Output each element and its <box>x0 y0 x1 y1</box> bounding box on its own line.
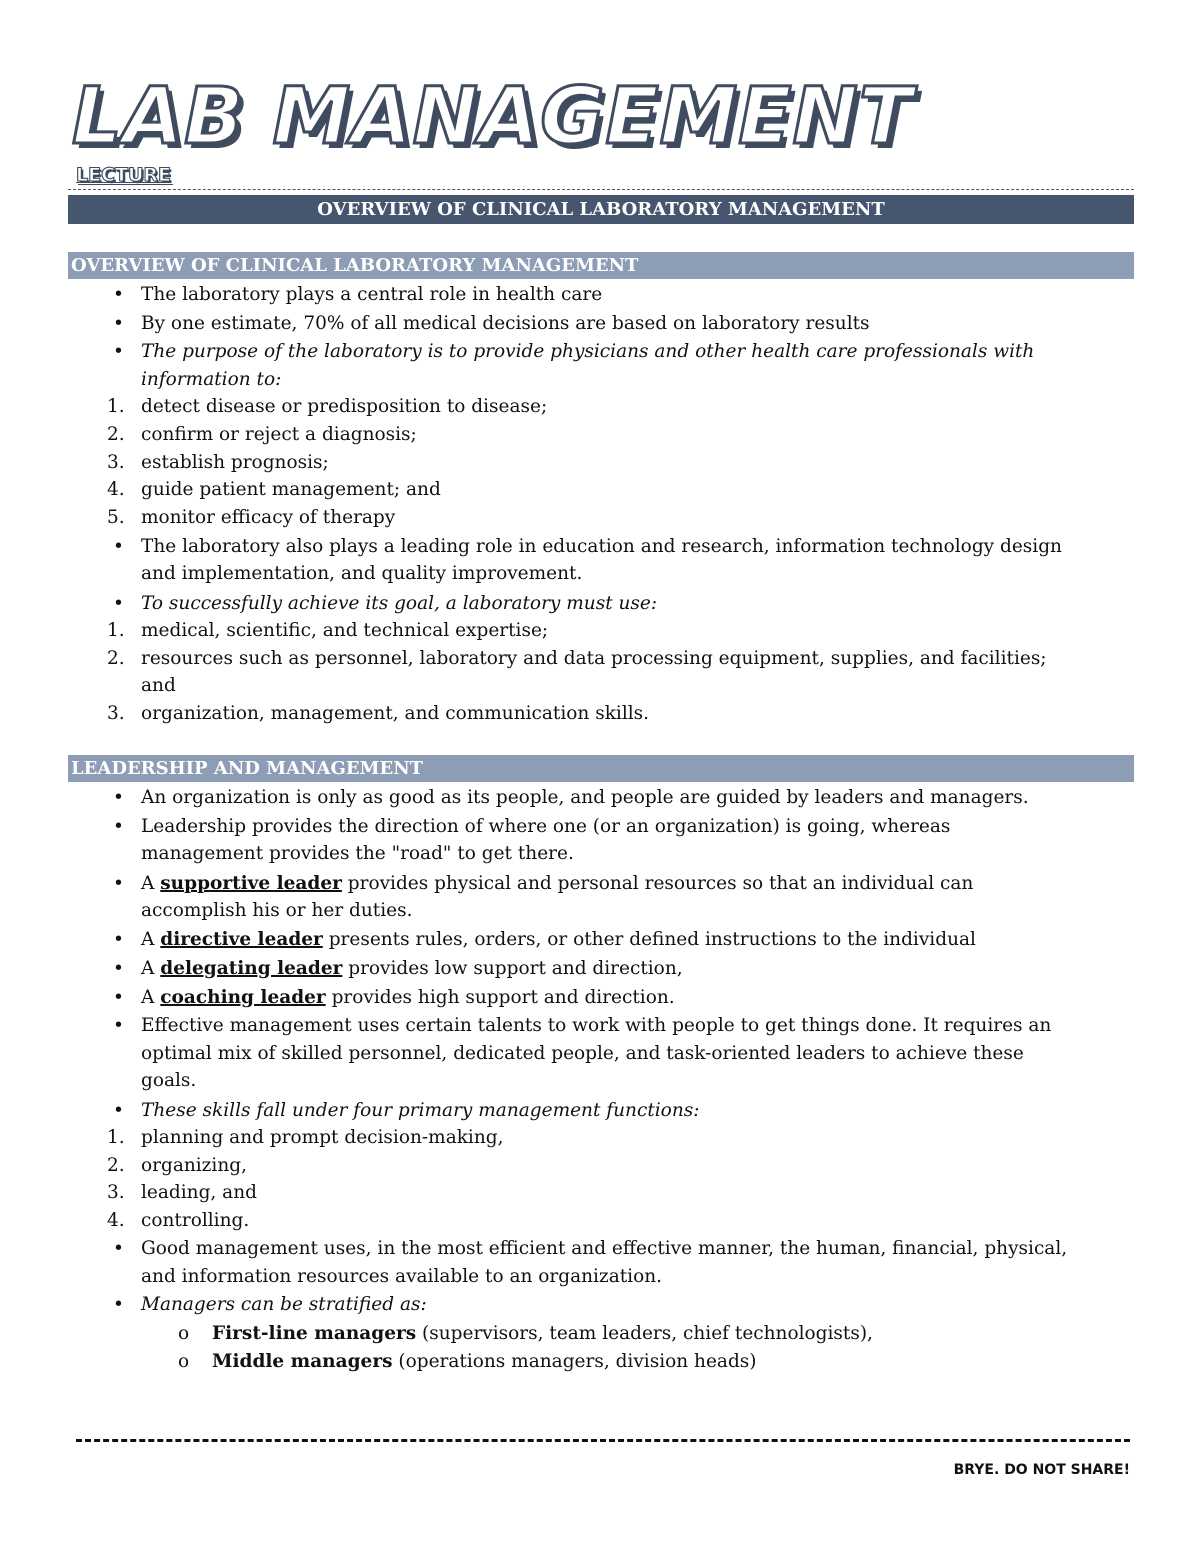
number-marker: 1. <box>107 1127 125 1148</box>
list-item: These skills fall under four primary management functions: <box>141 1100 700 1121</box>
term-middle-managers: Middle managers <box>212 1351 393 1372</box>
list-item: The laboratory also plays a leading role in education and research, information technology design <box>141 536 1062 557</box>
numbered-item: planning and prompt decision-making, <box>141 1127 504 1148</box>
number-marker: 2. <box>107 424 125 445</box>
definition-text: provides physical and personal resources so that an individual can <box>347 873 974 894</box>
list-item: Leadership provides the direction of where one (or an organization) is going, whereas <box>141 816 951 837</box>
list-item-continued: management provides the "road" to get there. <box>141 843 574 864</box>
number-marker: 2. <box>107 648 125 669</box>
number-marker: 3. <box>107 1182 125 1203</box>
sub-list-detail: (operations managers, division heads) <box>398 1351 757 1372</box>
list-item: The laboratory plays a central role in health care <box>141 284 603 305</box>
section-heading-leadership: LEADERSHIP AND MANAGEMENT <box>68 755 1134 782</box>
sub-list-detail: (supervisors, team leaders, chief technologists), <box>422 1323 873 1344</box>
numbered-item: monitor efficacy of therapy <box>141 507 396 528</box>
term-delegating-leader: delegating leader <box>160 958 343 979</box>
bullet-marker: • <box>113 958 124 979</box>
numbered-item: medical, scientific, and technical expertise; <box>141 620 549 641</box>
list-item-continued: information to: <box>141 369 282 390</box>
list-item: To successfully achieve its goal, a laboratory must use: <box>141 593 658 614</box>
number-marker: 1. <box>107 396 125 417</box>
section-heading-overview: OVERVIEW OF CLINICAL LABORATORY MANAGEMENT <box>68 252 1134 279</box>
sub-list-item <box>212 1351 757 1373</box>
definition-text: presents rules, orders, or other defined instructions to the individual <box>328 929 976 950</box>
sub-bullet-marker: o <box>178 1351 190 1372</box>
numbered-item: establish prognosis; <box>141 452 329 473</box>
list-item: Managers can be stratified as: <box>141 1294 427 1315</box>
article-text: A <box>141 958 155 979</box>
main-heading-band: OVERVIEW OF CLINICAL LABORATORY MANAGEMENT <box>68 195 1134 224</box>
term-first-line-managers: First-line managers <box>212 1323 417 1344</box>
bullet-marker: • <box>113 987 124 1008</box>
bullet-marker: • <box>113 929 124 950</box>
list-item-supportive-leader <box>141 873 973 895</box>
sub-bullet-marker: o <box>178 1323 190 1344</box>
bullet-marker: • <box>113 816 124 837</box>
list-item-continued: goals. <box>141 1070 197 1091</box>
numbered-item: resources such as personnel, laboratory and data processing equipment, supplies, and facilities; <box>141 648 1047 669</box>
bullet-marker: • <box>113 536 124 557</box>
title-divider <box>68 189 1134 190</box>
list-item-delegating-leader <box>141 958 683 980</box>
bullet-marker: • <box>113 873 124 894</box>
number-marker: 2. <box>107 1155 125 1176</box>
bullet-marker: • <box>113 313 124 334</box>
numbered-item: confirm or reject a diagnosis; <box>141 424 417 445</box>
article-text: A <box>141 987 155 1008</box>
numbered-item: organization, management, and communication skills. <box>141 703 650 724</box>
sub-list-item <box>212 1323 873 1345</box>
numbered-item: detect disease or predisposition to disease; <box>141 396 548 417</box>
list-item: The purpose of the laboratory is to provide physicians and other health care professionals with <box>141 341 1035 362</box>
article-text: A <box>141 929 155 950</box>
bullet-marker: • <box>113 1294 124 1315</box>
footer-text: BRYE. DO NOT SHARE! <box>953 1462 1130 1478</box>
number-marker: 3. <box>107 452 125 473</box>
number-marker: 4. <box>107 1210 125 1231</box>
bullet-marker: • <box>113 284 124 305</box>
bullet-marker: • <box>113 787 124 808</box>
number-marker: 4. <box>107 479 125 500</box>
bullet-marker: • <box>113 1100 124 1121</box>
list-item-continued: optimal mix of skilled personnel, dedicated people, and task-oriented leaders to achieve these <box>141 1043 1024 1064</box>
list-item-continued: accomplish his or her duties. <box>141 900 413 921</box>
numbered-item-continued: and <box>141 675 176 696</box>
document-title: LAB MANAGEMENT <box>72 72 913 162</box>
term-directive-leader: directive leader <box>160 929 323 950</box>
number-marker: 1. <box>107 620 125 641</box>
definition-text: provides high support and direction. <box>331 987 675 1008</box>
number-marker: 3. <box>107 703 125 724</box>
term-coaching-leader: coaching leader <box>160 987 326 1008</box>
list-item: By one estimate, 70% of all medical decisions are based on laboratory results <box>141 313 870 334</box>
bullet-marker: • <box>113 1015 124 1036</box>
list-item: An organization is only as good as its people, and people are guided by leaders and managers. <box>141 787 1029 808</box>
bullet-marker: • <box>113 341 124 362</box>
list-item-continued: and implementation, and quality improvement. <box>141 563 583 584</box>
term-supportive-leader: supportive leader <box>160 873 342 894</box>
list-item-coaching-leader <box>141 987 675 1009</box>
bullet-marker: • <box>113 1238 124 1259</box>
list-item: Effective management uses certain talents to work with people to get things done. It requires an <box>141 1015 1052 1036</box>
footer-divider <box>76 1439 1130 1442</box>
numbered-item: controlling. <box>141 1210 250 1231</box>
list-item: Good management uses, in the most efficient and effective manner, the human, financial, physical, <box>141 1238 1068 1259</box>
number-marker: 5. <box>107 507 125 528</box>
list-item-directive-leader <box>141 929 976 951</box>
document-subtitle: LECTURE <box>76 164 172 186</box>
definition-text: provides low support and direction, <box>348 958 683 979</box>
numbered-item: guide patient management; and <box>141 479 441 500</box>
numbered-item: leading, and <box>141 1182 257 1203</box>
bullet-marker: • <box>113 593 124 614</box>
list-item-continued: and information resources available to an organization. <box>141 1266 663 1287</box>
numbered-item: organizing, <box>141 1155 247 1176</box>
article-text: A <box>141 873 155 894</box>
